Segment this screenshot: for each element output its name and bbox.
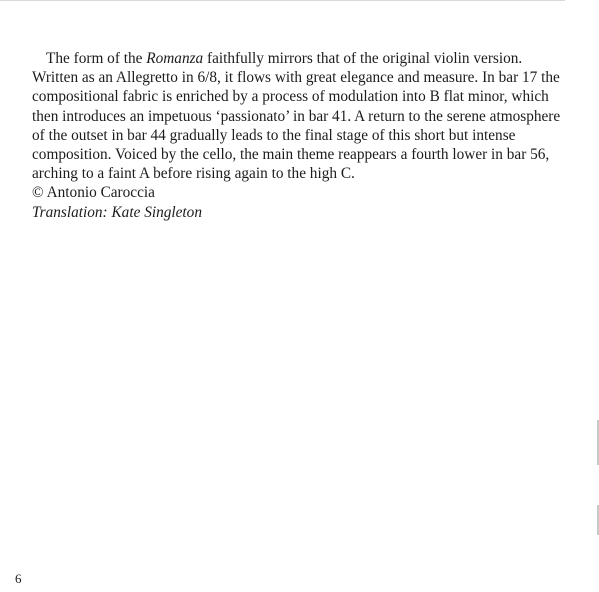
article-text xyxy=(32,49,580,222)
paragraph-line-1 xyxy=(32,49,580,68)
top-edge-rule xyxy=(0,0,565,1)
line-1-end: faithfully mirrors that of the original violin version. xyxy=(203,50,523,67)
paragraph-line-3: compositional fabric is enriched by a process of modulation into B flat minor, which xyxy=(32,88,549,106)
paragraph-line-5: of the outset in bar 44 gradually leads to the final stage of this short but intense xyxy=(32,126,516,144)
romanza-title: Romanza xyxy=(146,50,204,67)
line-1-start: The form of the xyxy=(46,50,147,67)
main-paragraph xyxy=(32,49,580,183)
author-credit: © Antonio Caroccia xyxy=(32,184,155,202)
translator-credit: Translation: Kate Singleton xyxy=(32,203,202,221)
paragraph-line-7: arching to a faint A before rising again to the high C. xyxy=(32,165,355,183)
paragraph-line-2: Written as an Allegretto in 6/8, it flows with great elegance and measure. In bar 17 the xyxy=(32,69,560,87)
paragraph-line-6: composition. Voiced by the cello, the main theme reappears a fourth lower in bar 56, xyxy=(32,146,550,164)
page-number: 6 xyxy=(15,571,22,586)
paragraph-line-4: then introduces an impetuous ‘passionato’ in bar 41. A return to the serene atmosphere xyxy=(32,107,561,125)
